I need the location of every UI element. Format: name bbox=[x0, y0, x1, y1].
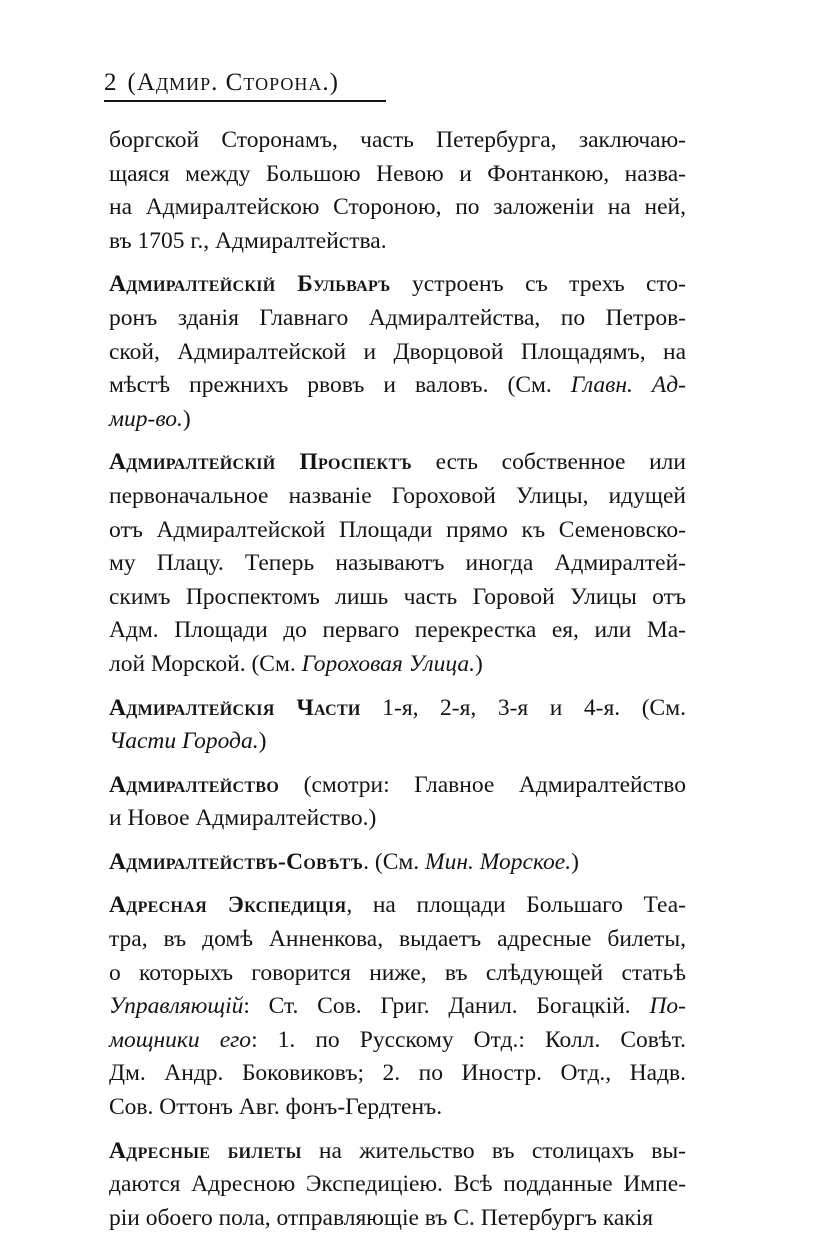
text-segment: есть собственное или bbox=[411, 449, 686, 476]
text-line bbox=[109, 889, 686, 923]
text-line bbox=[109, 614, 686, 648]
entry-heading: Адмиралтействъ-Совѣтъ bbox=[109, 848, 364, 875]
text-line bbox=[109, 302, 686, 336]
entry-heading: Адресная Экспедиція bbox=[109, 892, 347, 919]
text-line bbox=[109, 124, 686, 158]
page-body bbox=[109, 124, 686, 1235]
text-segment: ) bbox=[258, 728, 267, 755]
paragraph bbox=[109, 268, 686, 436]
paragraph bbox=[109, 1135, 686, 1235]
text-line bbox=[109, 769, 686, 803]
text-segment: ской, Адмиралтейской и Дворцовой Площадямъ, на bbox=[109, 338, 686, 365]
text-segment: мѣстѣ прежнихъ рвовъ и валовъ. (См. bbox=[109, 372, 571, 399]
italic-text: мощники его bbox=[109, 1026, 252, 1053]
italic-text: Части Города. bbox=[109, 728, 259, 755]
entry-heading: Адмиралтейскія Части bbox=[109, 694, 361, 721]
text-line bbox=[109, 957, 686, 991]
text-line bbox=[109, 1135, 686, 1169]
text-line bbox=[109, 1024, 686, 1058]
text-segment: лой Морской. (См. bbox=[109, 650, 302, 677]
text-line bbox=[109, 846, 686, 880]
text-line bbox=[109, 480, 686, 514]
text-segment: Дм. Андр. Боковиковъ; 2. по Иностр. Отд., Надв. bbox=[109, 1060, 686, 1087]
text-segment: боргской Сторонамъ, часть Петербурга, заключаю- bbox=[109, 127, 686, 153]
italic-text: По- bbox=[649, 993, 686, 1020]
italic-text: Гороховая Улица. bbox=[301, 650, 476, 677]
text-segment: тра, въ домѣ Анненкова, выдаетъ адресные билеты, bbox=[109, 926, 686, 953]
text-segment: : 1. по Русскому Отд.: Колл. Совѣт. bbox=[251, 1026, 686, 1053]
italic-text: Главн. Ад- bbox=[570, 372, 686, 399]
header-rule bbox=[104, 100, 386, 102]
text-line bbox=[109, 369, 686, 403]
paragraph bbox=[109, 446, 686, 681]
text-segment: : Ст. Сов. Григ. Данил. Богацкій. bbox=[243, 993, 650, 1020]
text-segment: на жительство въ столицахъ вы- bbox=[301, 1137, 686, 1164]
text-line bbox=[109, 268, 686, 302]
text-segment: щаяся между Большою Невою и Фонтанкою, назва- bbox=[109, 160, 686, 187]
text-segment: о которыхъ говорится ниже, въ слѣдующей статьѣ bbox=[109, 959, 686, 986]
text-segment: (смотри: Главное Адмиралтейство bbox=[279, 771, 686, 798]
text-line bbox=[109, 648, 686, 682]
text-segment: ) bbox=[182, 405, 191, 432]
text-line bbox=[109, 446, 686, 480]
entry-heading: Адмиралтейство bbox=[109, 771, 280, 798]
text-segment: въ 1705 г., Адмиралтейства. bbox=[109, 227, 387, 254]
text-line bbox=[109, 336, 686, 370]
paragraph bbox=[109, 124, 686, 258]
text-segment: му Плацу. Теперь называютъ иногда Адмиралтей- bbox=[109, 550, 686, 577]
text-line bbox=[109, 802, 686, 836]
text-segment: первоначальное названіе Гороховой Улицы, идущей bbox=[109, 482, 686, 509]
text-line bbox=[109, 191, 686, 225]
text-line bbox=[109, 158, 686, 192]
text-segment: Сов. Оттонъ Авг. фонъ-Гердтенъ. bbox=[109, 1094, 443, 1121]
text-segment: и Новое Адмиралтейство.) bbox=[109, 805, 377, 832]
running-header bbox=[104, 66, 339, 100]
page-number: 2 bbox=[104, 69, 118, 96]
entry-heading: Адмиралтейскій Бульваръ bbox=[109, 271, 391, 298]
paragraph bbox=[109, 889, 686, 1124]
entry-heading: Адмиралтейскій Проспектъ bbox=[109, 449, 412, 476]
italic-text: мир-во. bbox=[109, 405, 183, 432]
text-line bbox=[109, 1202, 686, 1235]
text-line bbox=[109, 225, 686, 259]
text-segment: даются Адресною Экспедиціею. Всѣ подданные Импе- bbox=[109, 1171, 686, 1198]
text-line bbox=[109, 923, 686, 957]
text-segment: на Адмиралтейскою Стороною, по заложеніи на ней, bbox=[109, 194, 686, 221]
italic-text: Мин. Морское. bbox=[425, 848, 572, 875]
entry-heading: Адресные билеты bbox=[109, 1137, 302, 1164]
text-segment: ) bbox=[571, 848, 579, 875]
running-title: (Адмир. Сторона.) bbox=[127, 69, 339, 96]
text-line bbox=[109, 725, 686, 759]
text-line bbox=[109, 1057, 686, 1091]
text-line bbox=[109, 692, 686, 726]
paragraph bbox=[109, 846, 686, 880]
text-segment: , на площади Большаго Теа- bbox=[346, 892, 686, 919]
text-line bbox=[109, 1091, 686, 1125]
text-line bbox=[109, 990, 686, 1024]
text-segment: скимъ Проспектомъ лишь часть Горовой Улицы отъ bbox=[109, 583, 686, 610]
text-segment: устроенъ съ трехъ сто- bbox=[390, 271, 686, 298]
text-segment: отъ Адмиралтейской Площади прямо къ Семеновско- bbox=[109, 516, 686, 543]
text-line bbox=[109, 547, 686, 581]
text-segment: Адм. Площади до перваго перекрестка ея, или Ма- bbox=[109, 617, 686, 644]
text-segment: . (См. bbox=[363, 848, 426, 875]
text-line bbox=[109, 514, 686, 548]
text-segment: ) bbox=[475, 650, 483, 677]
text-line bbox=[109, 403, 686, 437]
paragraph bbox=[109, 692, 686, 759]
text-segment: ронъ зданія Главнаго Адмиралтейства, по Петров- bbox=[109, 304, 686, 331]
text-segment: 1-я, 2-я, 3-я и 4-я. (См. bbox=[360, 694, 686, 721]
italic-text: Управляющій bbox=[109, 993, 244, 1020]
text-line bbox=[109, 1168, 686, 1202]
text-line bbox=[109, 581, 686, 615]
paragraph bbox=[109, 769, 686, 836]
text-segment: ріи обоего пола, отправляющіе въ С. Петербургъ какія bbox=[109, 1204, 654, 1231]
